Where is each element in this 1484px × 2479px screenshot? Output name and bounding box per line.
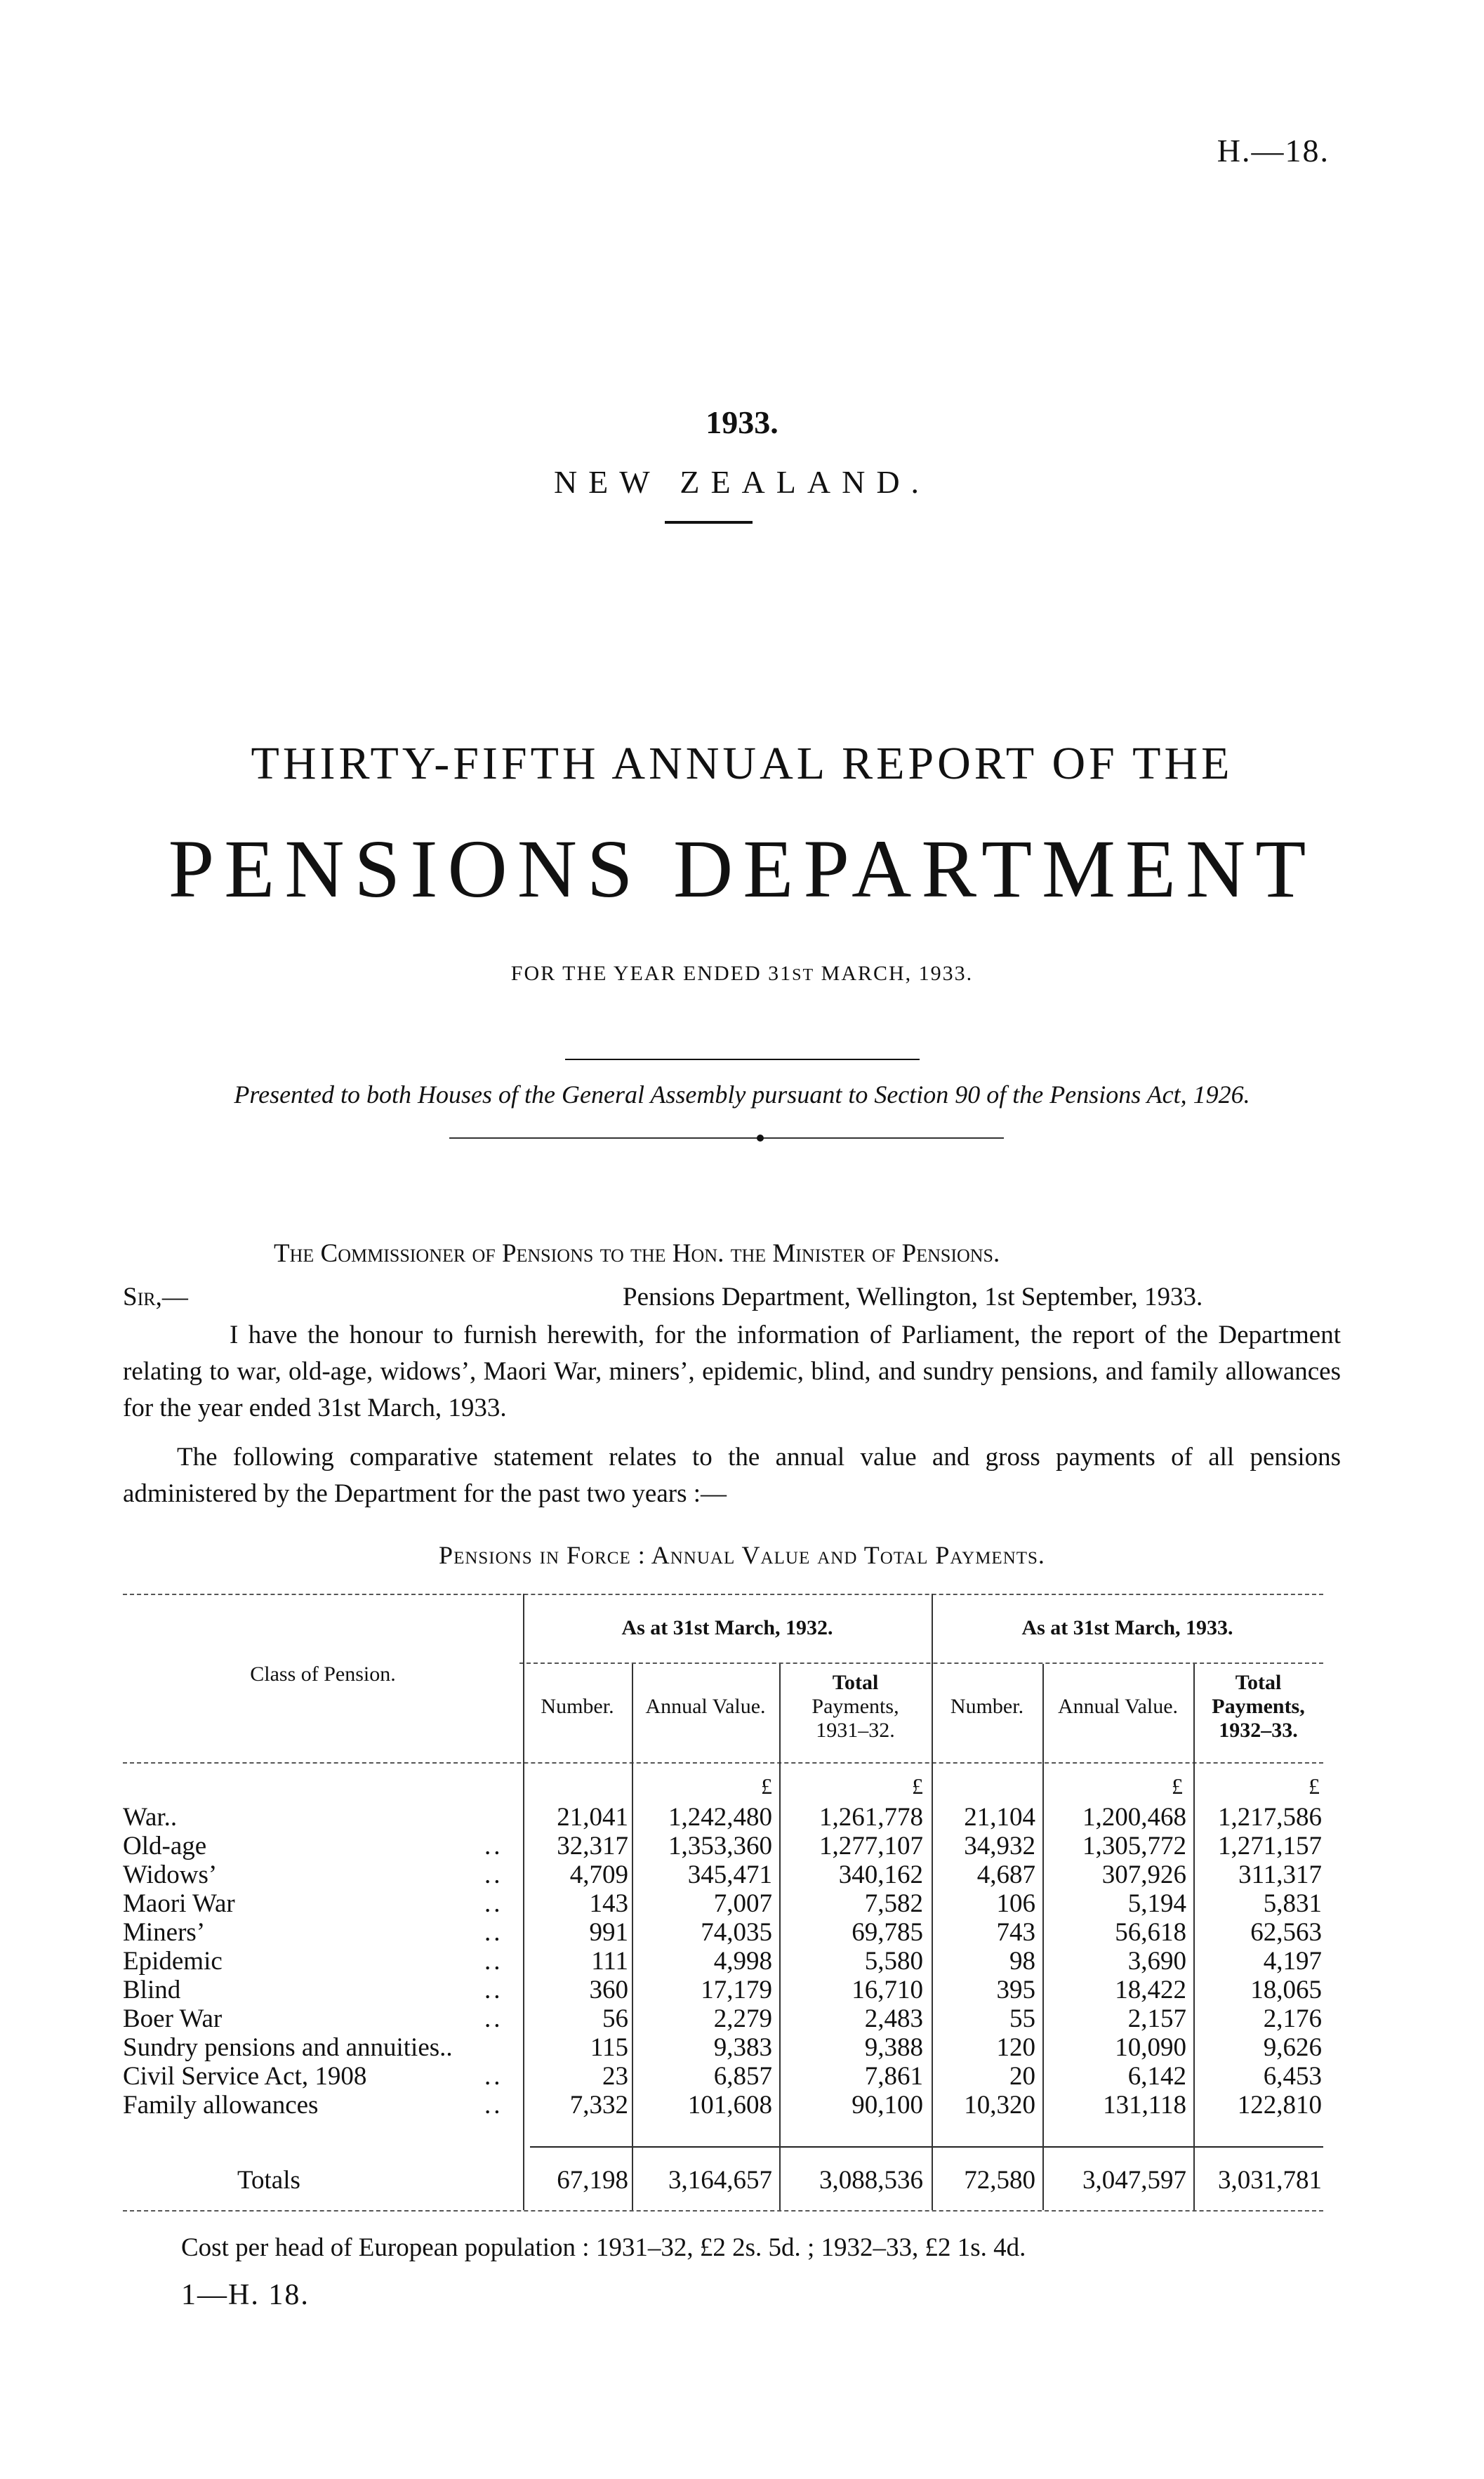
row-value-a33: 10,090 xyxy=(1115,2033,1186,2062)
totals-value-n33: 72,580 xyxy=(964,2166,1035,2195)
row-value-n32: 360 xyxy=(589,1976,628,2004)
presented-statement: Presented to both Houses of the General Assembly pursuant to Section 90 of the Pensions Act, 1926. xyxy=(234,1080,1250,1109)
row-value-t32: 340,162 xyxy=(838,1860,923,1889)
header-group-1933: As at 31st March, 1933. xyxy=(1021,1616,1233,1639)
letter-paragraph-2: The following comparative statement relates to the annual value and gross payments of all pensions administered by the Department for the past two years :— xyxy=(123,1443,1341,1508)
row-value-n33: 20 xyxy=(1009,2062,1035,2091)
totals-value-a32: 3,164,657 xyxy=(668,2166,772,2195)
row-class-label: Boer War xyxy=(123,2004,223,2033)
row-value-a32: 345,471 xyxy=(687,1860,772,1889)
row-value-t33: 1,271,157 xyxy=(1218,1832,1322,1860)
row-value-n33: 98 xyxy=(1009,1947,1035,1976)
row-value-a32: 7,007 xyxy=(713,1889,772,1918)
row-value-n33: 106 xyxy=(996,1889,1035,1918)
row-value-n32: 991 xyxy=(589,1918,628,1947)
row-value-t33: 311,317 xyxy=(1238,1860,1322,1889)
leader-dots: .. xyxy=(484,1832,503,1860)
row-class-label: Miners’ xyxy=(123,1918,206,1947)
row-value-a32: 1,242,480 xyxy=(668,1803,772,1832)
row-value-t33: 5,831 xyxy=(1263,1889,1322,1918)
row-value-n33: 743 xyxy=(996,1918,1035,1947)
row-value-n33: 10,320 xyxy=(964,2091,1035,2120)
header-number-1932: Number. xyxy=(541,1695,614,1718)
page-reference: 1—H. 18. xyxy=(181,2279,310,2311)
divider-short xyxy=(665,521,753,524)
row-value-t32: 7,861 xyxy=(864,2062,923,2091)
row-value-n32: 32,317 xyxy=(557,1832,628,1860)
header-group-1932: As at 31st March, 1932. xyxy=(621,1616,833,1639)
row-value-t33: 2,176 xyxy=(1263,2004,1322,2033)
row-value-a32: 4,998 xyxy=(713,1947,772,1976)
leader-dots: .. xyxy=(484,1860,503,1889)
currency-total-1933: £ xyxy=(1309,1773,1320,1799)
divider-mid xyxy=(565,1059,920,1060)
header-total-1932-line3: 1931–32. xyxy=(816,1719,895,1742)
row-value-a33: 3,690 xyxy=(1127,1947,1186,1976)
table-top-rule xyxy=(123,1594,1323,1595)
row-value-a32: 17,179 xyxy=(701,1976,772,2004)
header-annual-1932: Annual Value. xyxy=(645,1695,766,1718)
row-value-a33: 5,194 xyxy=(1127,1889,1186,1918)
currency-annual-1932: £ xyxy=(761,1773,772,1799)
row-class-label: Maori War xyxy=(123,1889,235,1918)
header-total-1933 xyxy=(1193,1671,1323,1743)
row-value-n32: 7,332 xyxy=(569,2091,628,2120)
row-value-a33: 1,200,468 xyxy=(1082,1803,1186,1832)
totals-value-a33: 3,047,597 xyxy=(1082,2166,1186,2195)
row-value-t32: 5,580 xyxy=(864,1947,923,1976)
row-value-t32: 16,710 xyxy=(852,1976,923,2004)
header-annual-1933: Annual Value. xyxy=(1057,1695,1179,1718)
letter-salutation: Sir,— xyxy=(123,1283,188,1311)
divider-decorative xyxy=(449,1137,1004,1139)
row-value-a32: 6,857 xyxy=(713,2062,772,2091)
row-class-label: Blind xyxy=(123,1976,181,2004)
row-class-label: Sundry pensions and annuities.. xyxy=(123,2033,453,2062)
row-class-label: Epidemic xyxy=(123,1947,223,1976)
report-subtitle xyxy=(0,962,1484,986)
row-value-t32: 90,100 xyxy=(852,2091,923,2120)
row-value-a33: 18,422 xyxy=(1115,1976,1186,2004)
cost-per-head: Cost per head of European population : 1931–32, £2 2s. 5d. ; 1932–33, £2 1s. 4d. xyxy=(181,2233,1026,2262)
header-number-1933: Number. xyxy=(950,1695,1024,1718)
row-value-a33: 56,618 xyxy=(1115,1918,1186,1947)
row-value-n32: 115 xyxy=(590,2033,628,2062)
row-value-t33: 4,197 xyxy=(1263,1947,1322,1976)
header-total-1933-line1: Total xyxy=(1235,1671,1282,1694)
leader-dots: .. xyxy=(484,2062,503,2091)
row-value-a32: 2,279 xyxy=(713,2004,772,2033)
row-value-n33: 4,687 xyxy=(976,1860,1035,1889)
letter-paragraph-1: I have the honour to furnish herewith, for the information of Parliament, the report of the Department relating to war, old-age, widows’, Maori War, miners’, epidemic, blind, and sundry pensions, and family allowances for the year ended 31st March, 1933. xyxy=(123,1321,1341,1422)
currency-total-1932: £ xyxy=(912,1773,923,1799)
leader-dots: .. xyxy=(484,1918,503,1947)
row-value-n33: 120 xyxy=(996,2033,1035,2062)
totals-label: Totals xyxy=(237,2166,300,2195)
row-value-t32: 2,483 xyxy=(864,2004,923,2033)
row-class-label: Widows’ xyxy=(123,1860,218,1889)
row-value-a32: 101,608 xyxy=(687,2091,772,2120)
report-year: 1933. xyxy=(705,404,779,440)
table-group-rule xyxy=(519,1662,1323,1664)
row-value-a32: 1,353,360 xyxy=(668,1832,772,1860)
table-header-rule xyxy=(123,1762,1323,1764)
row-class-label: Family allowances xyxy=(123,2091,319,2120)
row-value-t33: 122,810 xyxy=(1237,2091,1322,2120)
letter-address: The Commissioner of Pensions to the Hon. the Minister of Pensions. xyxy=(274,1239,1000,1268)
row-value-n33: 55 xyxy=(1009,2004,1035,2033)
leader-dots: .. xyxy=(484,1889,503,1918)
document-reference: H.—18. xyxy=(1217,133,1330,168)
table-bottom-rule xyxy=(123,2210,1323,2212)
totals-value-n32: 67,198 xyxy=(557,2166,628,2195)
row-value-a33: 1,305,772 xyxy=(1082,1832,1186,1860)
subtitle-pre: FOR THE YEAR ENDED 31 xyxy=(510,962,793,985)
totals-value-t32: 3,088,536 xyxy=(819,2166,923,2195)
leader-dots: .. xyxy=(484,2004,503,2033)
report-title-line1: THIRTY-FIFTH ANNUAL REPORT OF THE xyxy=(251,738,1233,789)
row-value-t33: 1,217,586 xyxy=(1218,1803,1322,1832)
row-value-a33: 131,118 xyxy=(1103,2091,1186,2120)
row-class-label: War.. xyxy=(123,1803,178,1832)
row-value-a32: 74,035 xyxy=(701,1918,772,1947)
table-totals-rule xyxy=(530,2146,1323,2148)
leader-dots: .. xyxy=(484,2091,503,2120)
row-value-t33: 18,065 xyxy=(1250,1976,1322,2004)
country-heading: NEW ZEALAND. xyxy=(553,464,931,500)
subtitle-sup: ST xyxy=(792,966,815,984)
row-value-n33: 34,932 xyxy=(964,1832,1035,1860)
header-total-1932 xyxy=(779,1671,932,1743)
row-value-t32: 1,277,107 xyxy=(819,1832,923,1860)
header-total-1933-line3: 1932–33. xyxy=(1219,1719,1298,1742)
row-value-a33: 307,926 xyxy=(1101,1860,1186,1889)
header-total-1932-line2: Payments, xyxy=(811,1695,899,1718)
row-value-n32: 56 xyxy=(602,2004,628,2033)
row-value-n32: 111 xyxy=(591,1947,628,1976)
row-class-label: Civil Service Act, 1908 xyxy=(123,2062,367,2091)
row-value-a33: 6,142 xyxy=(1127,2062,1186,2091)
row-value-t32: 69,785 xyxy=(852,1918,923,1947)
row-value-n32: 4,709 xyxy=(569,1860,628,1889)
currency-annual-1933: £ xyxy=(1172,1773,1183,1799)
subtitle-post: MARCH, 1933. xyxy=(814,962,974,985)
leader-dots: .. xyxy=(484,1947,503,1976)
table-caption: Pensions in Force : Annual Value and Total Payments. xyxy=(439,1541,1045,1569)
row-value-n33: 395 xyxy=(996,1976,1035,2004)
leader-dots: .. xyxy=(484,1976,503,2004)
row-value-n32: 143 xyxy=(589,1889,628,1918)
row-value-t32: 7,582 xyxy=(864,1889,923,1918)
header-total-1932-line1: Total xyxy=(832,1671,879,1694)
report-title-line2: PENSIONS DEPARTMENT xyxy=(168,823,1316,915)
divider-ornament xyxy=(757,1135,764,1142)
row-value-a32: 9,383 xyxy=(713,2033,772,2062)
row-value-t33: 6,453 xyxy=(1263,2062,1322,2091)
row-value-t33: 62,563 xyxy=(1250,1918,1322,1947)
row-value-t32: 9,388 xyxy=(864,2033,923,2062)
letter-dateline: Pensions Department, Wellington, 1st September, 1933. xyxy=(623,1283,1203,1311)
row-class-label: Old-age xyxy=(123,1832,207,1860)
row-value-t33: 9,626 xyxy=(1263,2033,1322,2062)
row-value-a33: 2,157 xyxy=(1127,2004,1186,2033)
header-total-1933-line2: Payments, xyxy=(1212,1695,1305,1718)
row-value-n33: 21,104 xyxy=(964,1803,1035,1832)
row-value-n32: 23 xyxy=(602,2062,628,2091)
row-value-t32: 1,261,778 xyxy=(819,1803,923,1832)
header-class-of-pension: Class of Pension. xyxy=(250,1662,396,1686)
totals-value-t33: 3,031,781 xyxy=(1218,2166,1322,2195)
row-value-n32: 21,041 xyxy=(557,1803,628,1832)
